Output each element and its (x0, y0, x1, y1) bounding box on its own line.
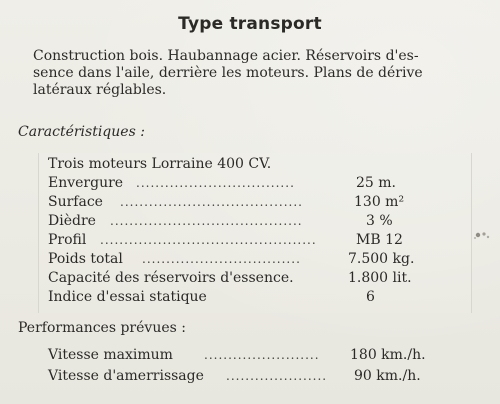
spec-row-profil (48, 231, 468, 250)
spec-label: Poids total (48, 251, 123, 267)
dot-leader: ............................................. (100, 233, 317, 247)
spec-row-diedre (48, 212, 468, 231)
intro-paragraph (33, 48, 485, 99)
spec-value: 6 (366, 289, 375, 305)
spec-label: Indice d'essai statique (48, 289, 207, 305)
dot-leader: ..................... (226, 369, 328, 383)
spec-row-envergure (48, 174, 468, 193)
perf-value: 90 km./h. (354, 368, 421, 384)
spec-value: 25 m. (356, 175, 396, 191)
perf-row-vitesse-amerrissage (48, 367, 468, 386)
spec-row-poids (48, 250, 468, 269)
dot-leader: ................................. (136, 176, 295, 190)
dot-leader: ........................................ (110, 214, 303, 228)
perf-label: Vitesse d'amerrissage (48, 368, 204, 384)
spec-row-indice (48, 288, 468, 307)
spec-label: Capacité des réservoirs d'essence. (48, 270, 294, 286)
spec-row-capacite (48, 269, 468, 288)
spec-value: 7.500 kg. (348, 251, 415, 267)
spec-label: Surface (48, 194, 103, 210)
spec-value: MB 12 (356, 232, 403, 248)
spec-value: 1.800 lit. (348, 270, 412, 286)
intro-line: latéraux réglables. (33, 82, 167, 98)
margin-smudge-mark (472, 228, 492, 242)
engines-label: Trois moteurs Lorraine 400 CV. (48, 156, 272, 172)
spec-label: Dièdre (48, 213, 96, 229)
characteristics-heading: Caractéristiques : (18, 124, 145, 140)
intro-line: Construction bois. Haubannage acier. Réservoirs d'es- (33, 48, 419, 64)
spec-value: 3 % (366, 213, 393, 229)
engines-line (48, 155, 468, 174)
spec-label: Profil (48, 232, 87, 248)
spec-value: 130 m² (354, 194, 405, 210)
dot-leader: ...................................... (120, 195, 303, 209)
page-title: Type transport (178, 14, 322, 34)
perf-label: Vitesse maximum (48, 347, 173, 363)
dot-leader: ........................ (204, 348, 320, 362)
spec-label: Envergure (48, 175, 124, 191)
dot-leader: ................................. (142, 252, 301, 266)
intro-line: sence dans l'aile, derrière les moteurs. Plans de dérive (33, 65, 423, 81)
perf-value: 180 km./h. (350, 347, 426, 363)
performances-heading: Performances prévues : (18, 320, 186, 336)
spec-row-surface (48, 193, 468, 212)
perf-row-vitesse-max (48, 346, 468, 365)
